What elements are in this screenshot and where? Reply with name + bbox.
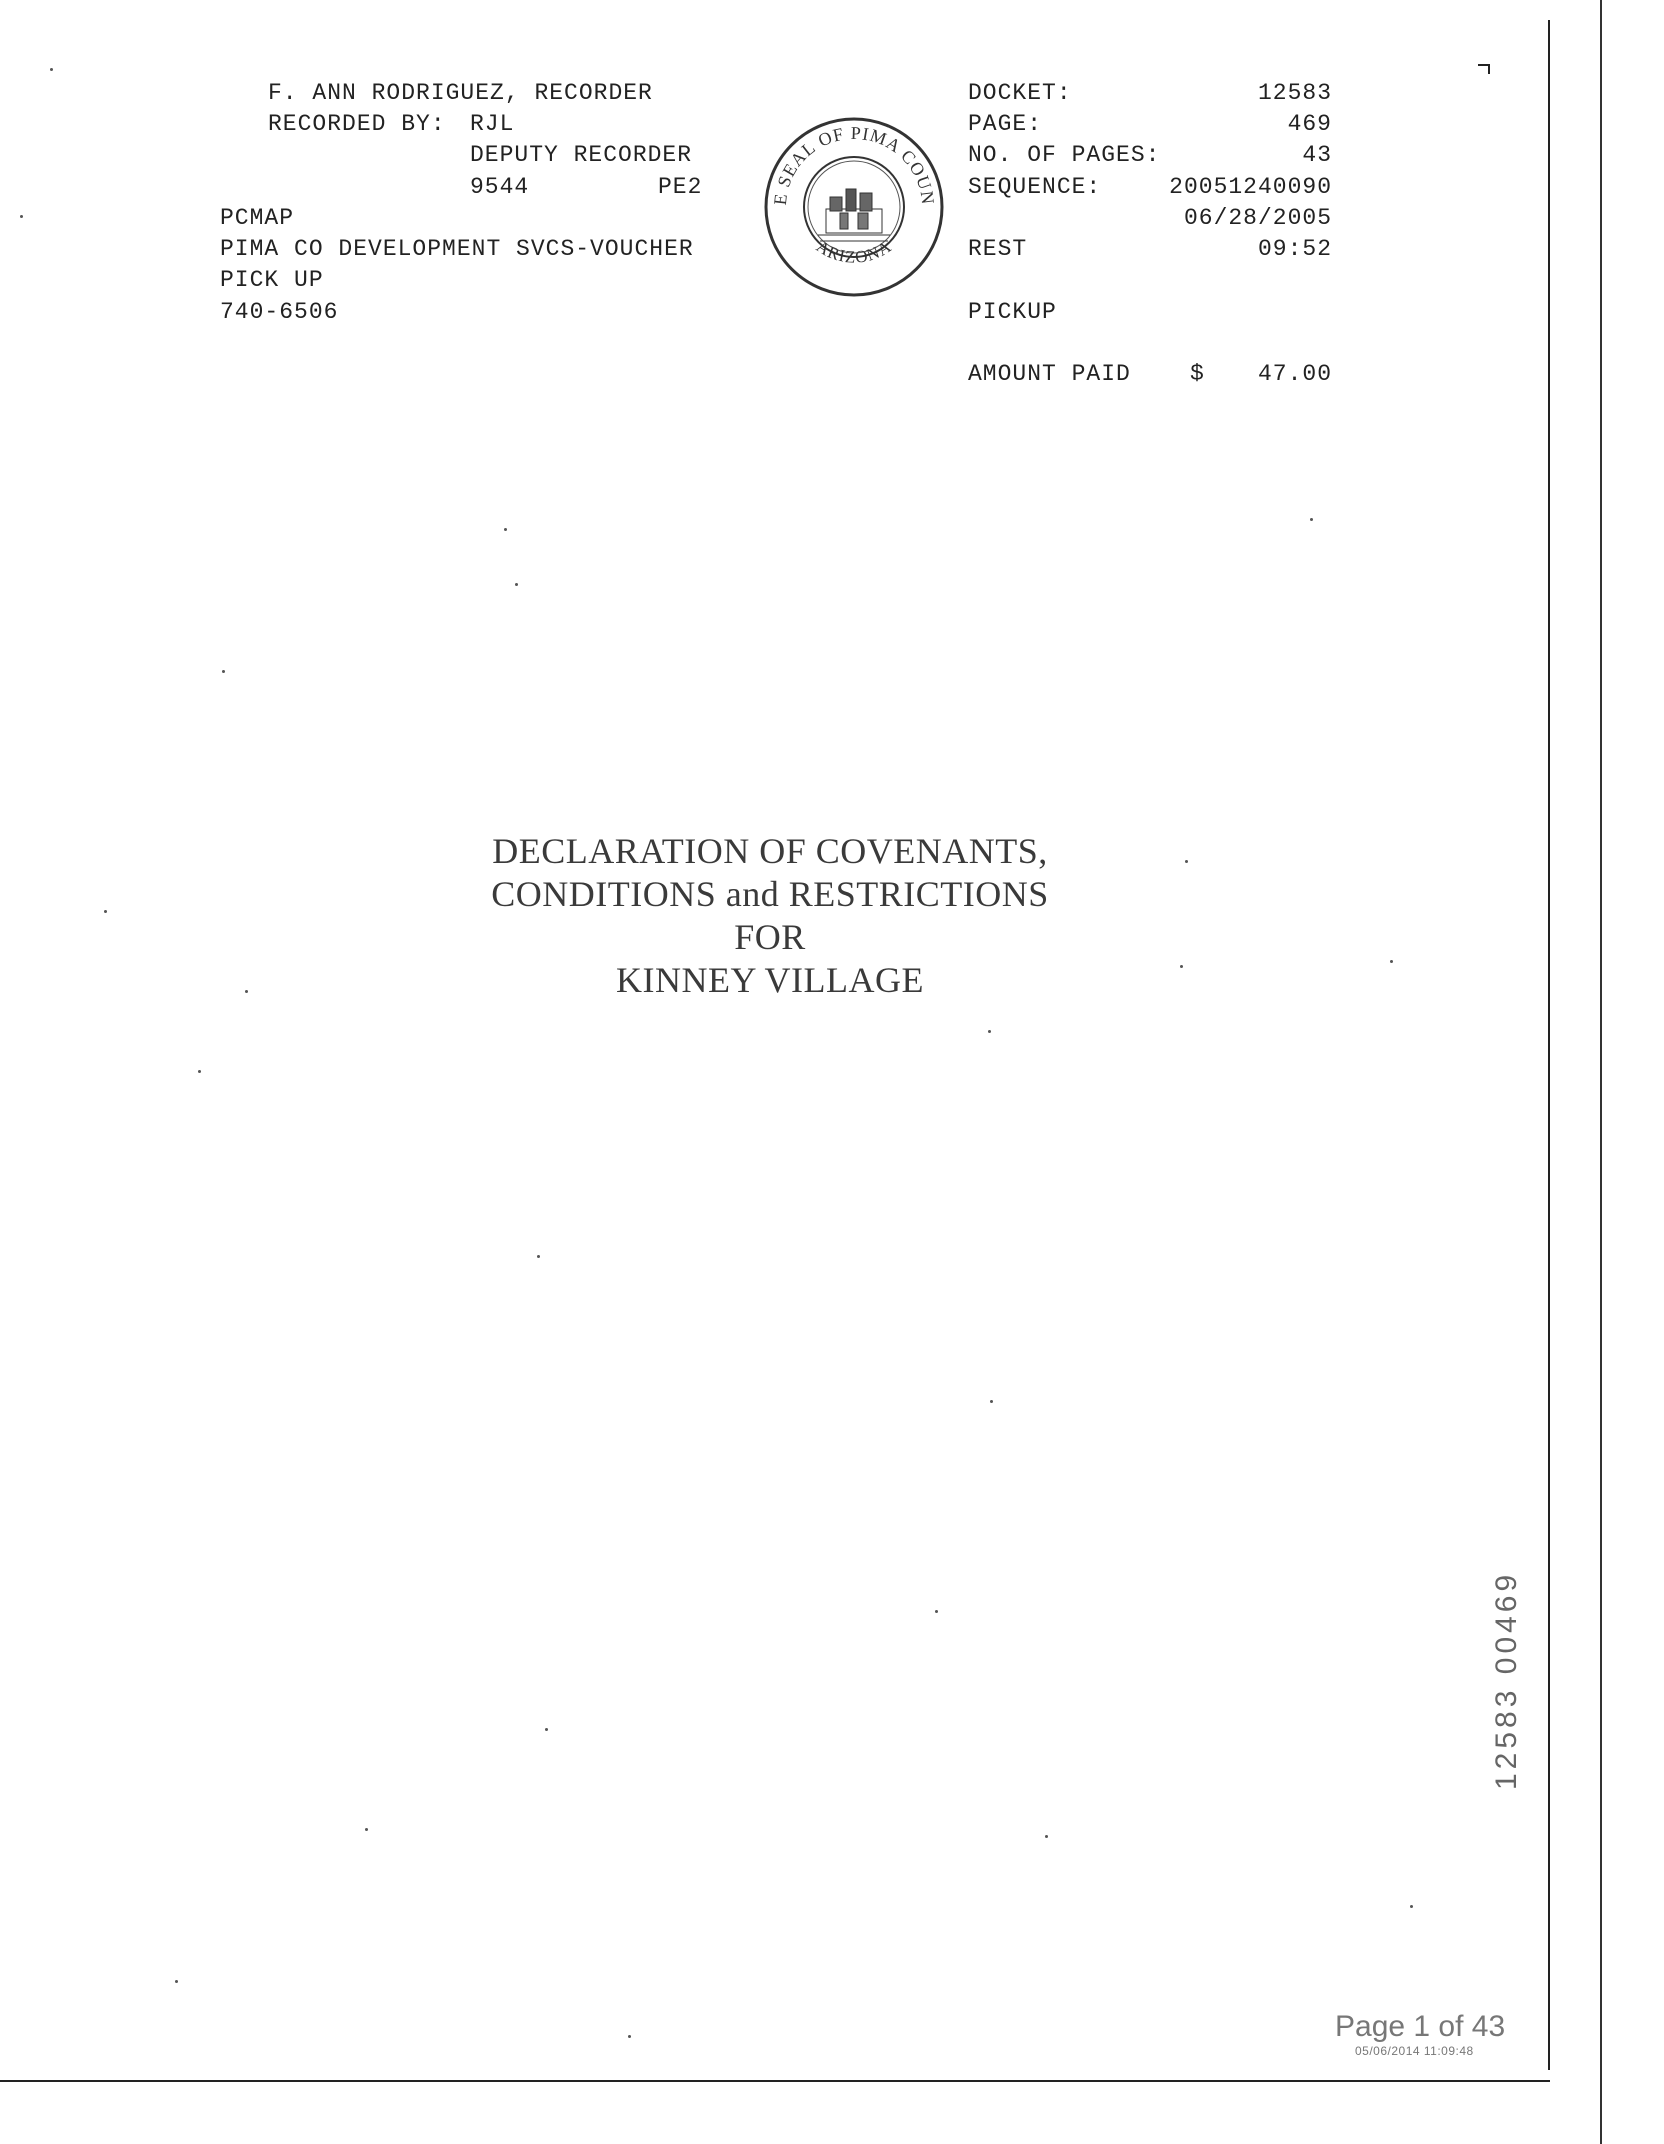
recorded-by-label: RECORDED BY: xyxy=(268,111,446,137)
return-name: PIMA CO DEVELOPMENT SVCS-VOUCHER xyxy=(220,236,694,262)
corner-mark-tick xyxy=(1488,64,1490,74)
scan-speck xyxy=(1180,965,1183,968)
scan-speck xyxy=(515,583,518,586)
record-time: 09:52 xyxy=(1257,236,1332,262)
num-pages-label: NO. OF PAGES: xyxy=(968,142,1161,168)
return-code: PCMAP xyxy=(220,205,295,231)
amount-label: AMOUNT PAID xyxy=(968,361,1131,387)
scan-edge-bottom xyxy=(0,2080,1550,2082)
scan-edge-right xyxy=(1548,20,1550,2070)
scan-speck xyxy=(50,68,53,71)
scan-speck xyxy=(1410,1905,1413,1908)
scan-speck xyxy=(222,670,225,673)
amount-currency: $ xyxy=(1190,361,1205,387)
phone-number: 740-6506 xyxy=(220,299,339,325)
station-suffix: PE2 xyxy=(658,174,703,200)
num-pages-value: 43 xyxy=(1302,142,1332,168)
county-seal-icon xyxy=(760,113,948,301)
sequence-value: 20051240090 xyxy=(1169,174,1332,200)
scan-speck xyxy=(545,1728,548,1731)
page-label: PAGE: xyxy=(968,111,1043,137)
title-line-2: CONDITIONS and RESTRICTIONS xyxy=(491,874,1049,914)
scan-speck xyxy=(20,215,23,218)
print-timestamp: 05/06/2014 11:09:48 xyxy=(1355,2044,1474,2058)
return-method: PICK UP xyxy=(220,267,324,293)
record-date: 06/28/2005 xyxy=(1183,205,1332,231)
scan-speck xyxy=(537,1255,540,1258)
scan-speck xyxy=(175,1980,178,1983)
docket-label: DOCKET: xyxy=(968,80,1072,106)
scan-speck xyxy=(245,990,248,993)
scan-speck xyxy=(504,528,507,531)
scan-speck xyxy=(104,910,107,913)
title-line-4: KINNEY VILLAGE xyxy=(616,960,924,1000)
scan-speck xyxy=(198,1070,201,1073)
delivery-method: PICKUP xyxy=(968,299,1057,325)
title-line-3: FOR xyxy=(734,917,806,957)
scan-speck xyxy=(935,1610,938,1613)
scan-speck xyxy=(365,1828,368,1831)
page-number: Page 1 of 43 xyxy=(1335,2010,1506,2043)
deputy-recorder: DEPUTY RECORDER xyxy=(470,142,693,168)
scan-speck xyxy=(1390,960,1393,963)
scan-speck xyxy=(988,1030,991,1033)
seal-bottom-text: ARIZONA xyxy=(812,236,896,267)
amount-value: 47.00 xyxy=(1257,361,1332,387)
station-code: 9544 xyxy=(470,174,530,200)
scan-speck xyxy=(1310,518,1313,521)
scan-edge-far-right xyxy=(1600,0,1602,2144)
seal-top-text: E SEAL OF PIMA COUN xyxy=(769,122,939,207)
title-line-1: DECLARATION OF COVENANTS, xyxy=(492,831,1048,871)
scan-speck xyxy=(628,2035,631,2038)
record-type: REST xyxy=(968,236,1028,262)
scan-speck xyxy=(1185,860,1188,863)
scan-speck xyxy=(1045,1835,1048,1838)
sequence-label: SEQUENCE: xyxy=(968,174,1102,200)
recorder-name: F. ANN RODRIGUEZ, RECORDER xyxy=(268,80,653,106)
document-title xyxy=(380,830,1160,1002)
recorded-by-value: RJL xyxy=(470,111,515,137)
scan-speck xyxy=(990,1400,993,1403)
side-stamp-number: 12583 00469 xyxy=(1490,1570,1523,1790)
docket-value: 12583 xyxy=(1257,80,1332,106)
page-value: 469 xyxy=(1287,111,1332,137)
